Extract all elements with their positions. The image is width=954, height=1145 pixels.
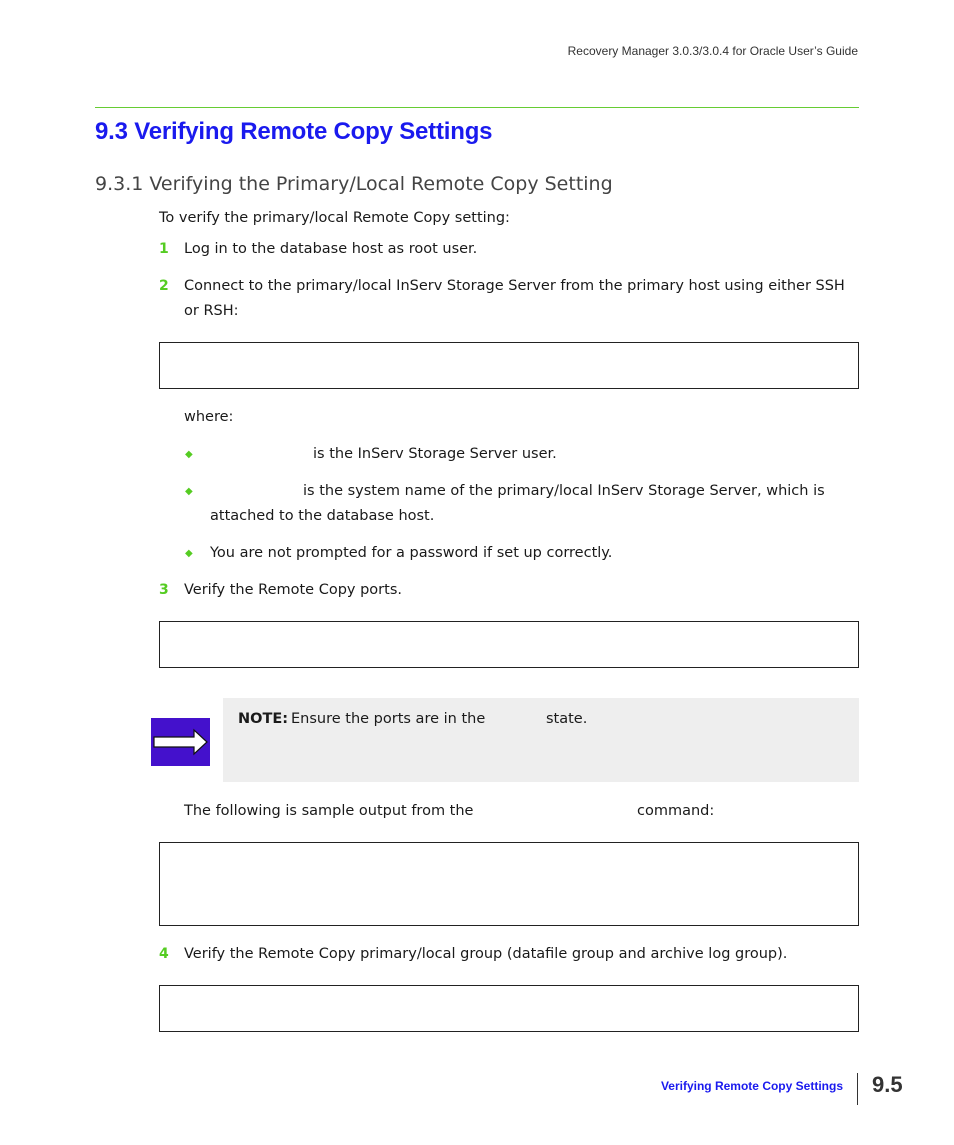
bullet-diamond-icon: ◆ <box>185 548 193 559</box>
header-rule <box>95 107 859 108</box>
code-box-connect <box>159 342 859 389</box>
page-number: 9.5 <box>872 1072 903 1097</box>
step-text: Verify the Remote Copy primary/local group (datafile group and archive log group). <box>184 946 788 962</box>
note-arrow-icon <box>151 718 210 766</box>
step-text: Log in to the database host as root user. <box>184 241 478 257</box>
guide-title-header: Recovery Manager 3.0.3/3.0.4 for Oracle User’s Guide <box>567 44 858 58</box>
note-text: Ensure the ports are in the <box>291 711 486 727</box>
where-label: where: <box>184 409 234 425</box>
intro-text: To verify the primary/local Remote Copy setting: <box>159 210 510 226</box>
bullet-diamond-icon: ◆ <box>185 486 193 497</box>
bullet-text: is the InServ Storage Server user. <box>313 446 557 462</box>
code-box-group <box>159 985 859 1032</box>
step-text: Connect to the primary/local InServ Storage Server from the primary host using either SSH <box>184 278 845 294</box>
section-title: 9.3 Verifying Remote Copy Settings <box>95 118 493 145</box>
sample-text-continued: command: <box>637 803 715 819</box>
sample-text: The following is sample output from the <box>184 803 474 819</box>
note-label: NOTE: <box>238 711 289 727</box>
step-number: 2 <box>159 278 169 294</box>
step-number: 1 <box>159 241 169 257</box>
step-number: 4 <box>159 946 169 962</box>
note-text-continued: state. <box>546 711 588 727</box>
bullet-text: You are not prompted for a password if set up correctly. <box>210 545 613 561</box>
bullet-text-continued: attached to the database host. <box>210 508 435 524</box>
step-number: 3 <box>159 582 169 598</box>
step-text: Verify the Remote Copy ports. <box>184 582 402 598</box>
step-text-continued: or RSH: <box>184 303 239 319</box>
subsection-title: 9.3.1 Verifying the Primary/Local Remote Copy Setting <box>95 173 613 195</box>
bullet-text: is the system name of the primary/local InServ Storage Server, which is <box>303 483 825 499</box>
footer-section-title: Verifying Remote Copy Settings <box>660 1079 843 1093</box>
code-box-ports <box>159 621 859 668</box>
bullet-diamond-icon: ◆ <box>185 449 193 460</box>
footer-divider <box>857 1073 858 1105</box>
code-box-sample-output <box>159 842 859 926</box>
